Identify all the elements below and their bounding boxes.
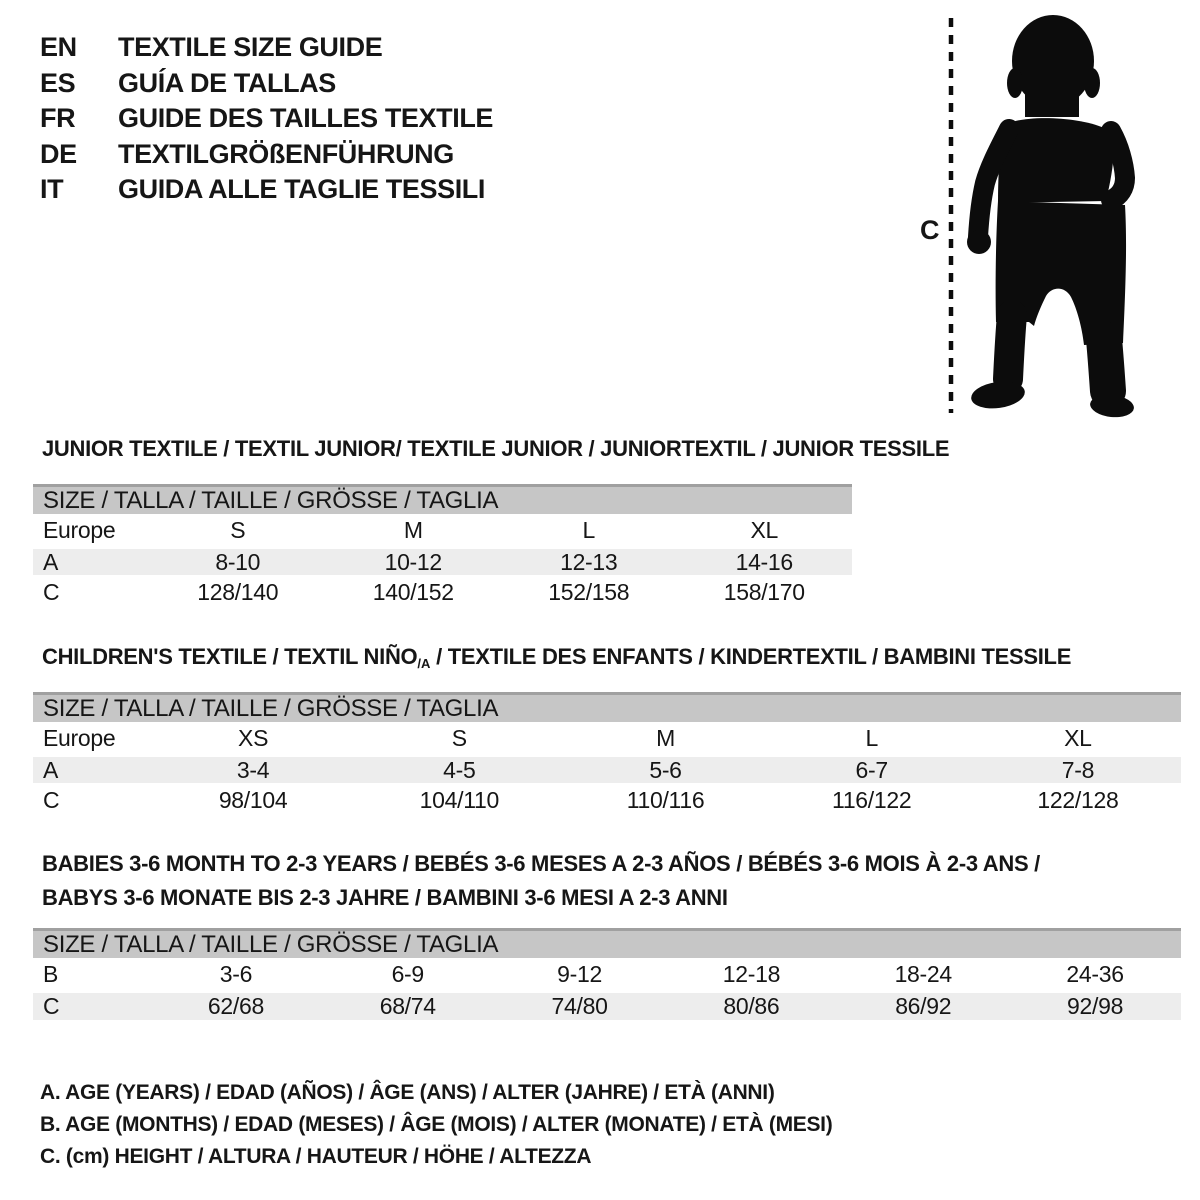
language-code: FR — [40, 103, 76, 133]
height-measure-figure — [920, 12, 1142, 418]
size-cell: XL — [1064, 724, 1092, 751]
size-cell: M — [656, 724, 675, 751]
junior-size-table — [33, 484, 852, 608]
babies-size-table — [33, 928, 1181, 1022]
value-cell: 18-24 — [894, 960, 952, 987]
value-cell: 86/92 — [895, 993, 952, 1019]
language-row — [40, 101, 493, 137]
language-row — [40, 66, 493, 102]
size-cell: L — [865, 724, 878, 751]
language-title-list — [40, 30, 493, 208]
value-cell: 3-4 — [236, 756, 270, 783]
size-cell: XL — [750, 516, 779, 543]
babies-section-title-line2: BABYS 3-6 MONATE BIS 2-3 JAHRE / BAMBINI 3-6 MESI A 2-3 ANNI — [42, 885, 728, 910]
row-label: C — [43, 579, 60, 605]
row-label: A — [43, 756, 59, 783]
value-cell: 6-7 — [855, 756, 888, 783]
value-cell: 7-8 — [1061, 756, 1095, 783]
table-row-age-months — [33, 958, 1181, 990]
size-columns-row — [33, 722, 1181, 754]
row-label: Europe — [43, 724, 116, 751]
value-cell: 74/80 — [551, 993, 608, 1019]
size-cell: S — [451, 724, 467, 751]
value-cell: 80/86 — [723, 993, 780, 1019]
value-cell: 24-36 — [1066, 960, 1124, 987]
value-cell: 6-9 — [391, 960, 424, 987]
guide-title: GUÍA DE TALLAS — [118, 67, 336, 98]
value-cell: 3-6 — [219, 960, 253, 987]
size-header-bar — [33, 928, 1181, 958]
value-cell: 98/104 — [218, 787, 288, 813]
legend-line-c: C. (cm) HEIGHT / ALTURA / HAUTEUR / HÖHE / ALTEZZA — [40, 1145, 592, 1168]
size-cell: M — [403, 516, 423, 543]
value-cell: 12-18 — [722, 960, 781, 987]
size-cell: L — [582, 516, 595, 543]
junior-section-title: JUNIOR TEXTILE / TEXTIL JUNIOR/ TEXTILE JUNIOR / JUNIORTEXTIL / JUNIOR TESSILE — [42, 436, 950, 461]
value-cell: 10-12 — [384, 548, 442, 575]
language-row — [40, 172, 493, 208]
children-size-table — [33, 692, 1181, 816]
guide-title: TEXTILE SIZE GUIDE — [118, 32, 383, 62]
table-row-age — [33, 754, 1181, 785]
language-row — [40, 30, 493, 66]
value-cell: 110/116 — [626, 787, 705, 813]
value-cell: 62/68 — [207, 993, 264, 1019]
row-label: C — [43, 787, 60, 813]
height-measure-label: C — [920, 215, 940, 245]
value-cell: 8-10 — [215, 548, 261, 575]
language-code: DE — [40, 138, 77, 169]
value-cell: 68/74 — [379, 993, 436, 1019]
children-title-subscript: /A — [417, 656, 431, 671]
legend-line-a: A. AGE (YEARS) / EDAD (AÑOS) / ÂGE (ANS) / ALTER (JAHRE) / ETÀ (ANNI) — [40, 1081, 775, 1104]
legend-line-b: B. AGE (MONTHS) / EDAD (MESES) / ÂGE (MOIS) / ALTER (MONATE) / ETÀ (MESI) — [40, 1113, 833, 1136]
value-cell: 9-12 — [557, 960, 602, 987]
value-cell: 140/152 — [372, 579, 454, 605]
row-label: A — [43, 548, 59, 575]
toddler-silhouette-icon — [930, 12, 1142, 418]
value-cell: 116/122 — [832, 787, 912, 813]
language-code: EN — [40, 32, 77, 62]
value-cell: 158/170 — [723, 579, 805, 605]
language-code: ES — [40, 67, 76, 98]
babies-section-title-line1: BABIES 3-6 MONTH TO 2-3 YEARS / BEBÉS 3-6 MESES A 2-3 AÑOS / BÉBÉS 3-6 MOIS À 2-3 ANS / — [42, 851, 1040, 876]
value-cell: 5-6 — [649, 756, 682, 783]
language-code: IT — [40, 174, 64, 204]
toddler-silhouette — [967, 15, 1135, 418]
size-header-text: SIZE / TALLA / TAILLE / GRÖSSE / TAGLIA — [43, 930, 499, 958]
table-row-height — [33, 577, 852, 608]
children-section-title — [42, 644, 1071, 671]
language-row — [40, 137, 493, 173]
guide-title: GUIDE DES TAILLES TEXTILE — [118, 103, 494, 133]
value-cell: 92/98 — [1067, 993, 1124, 1019]
row-label: Europe — [43, 516, 116, 543]
table-row-height — [33, 990, 1181, 1022]
size-header-bar — [33, 692, 1181, 722]
value-cell: 122/128 — [1037, 787, 1119, 813]
size-header-text: SIZE / TALLA / TAILLE / GRÖSSE / TAGLIA — [43, 694, 499, 722]
table-row-height — [33, 785, 1181, 816]
row-label: B — [43, 960, 59, 987]
children-title-text: / TEXTILE DES ENFANTS / KINDERTEXTIL / BAMBINI TESSILE — [430, 644, 1072, 669]
value-cell: 4-5 — [443, 756, 476, 783]
guide-title: GUIDA ALLE TAGLIE TESSILI — [118, 174, 485, 204]
value-cell: 104/110 — [419, 787, 499, 813]
size-columns-row — [33, 514, 852, 546]
measure-legend — [40, 1077, 832, 1173]
size-cell: XS — [238, 724, 269, 751]
table-row-age — [33, 546, 852, 577]
value-cell: 128/140 — [197, 579, 279, 605]
value-cell: 14-16 — [735, 548, 793, 575]
guide-title: TEXTILGRÖßENFÜHRUNG — [118, 138, 454, 169]
size-cell: S — [230, 516, 246, 543]
size-header-text: SIZE / TALLA / TAILLE / GRÖSSE / TAGLIA — [43, 486, 499, 514]
value-cell: 152/158 — [548, 579, 630, 605]
size-header-bar — [33, 484, 852, 514]
children-title-text: CHILDREN'S TEXTILE / TEXTIL NIÑO — [42, 644, 418, 669]
row-label: C — [43, 993, 60, 1019]
value-cell: 12-13 — [560, 548, 618, 575]
